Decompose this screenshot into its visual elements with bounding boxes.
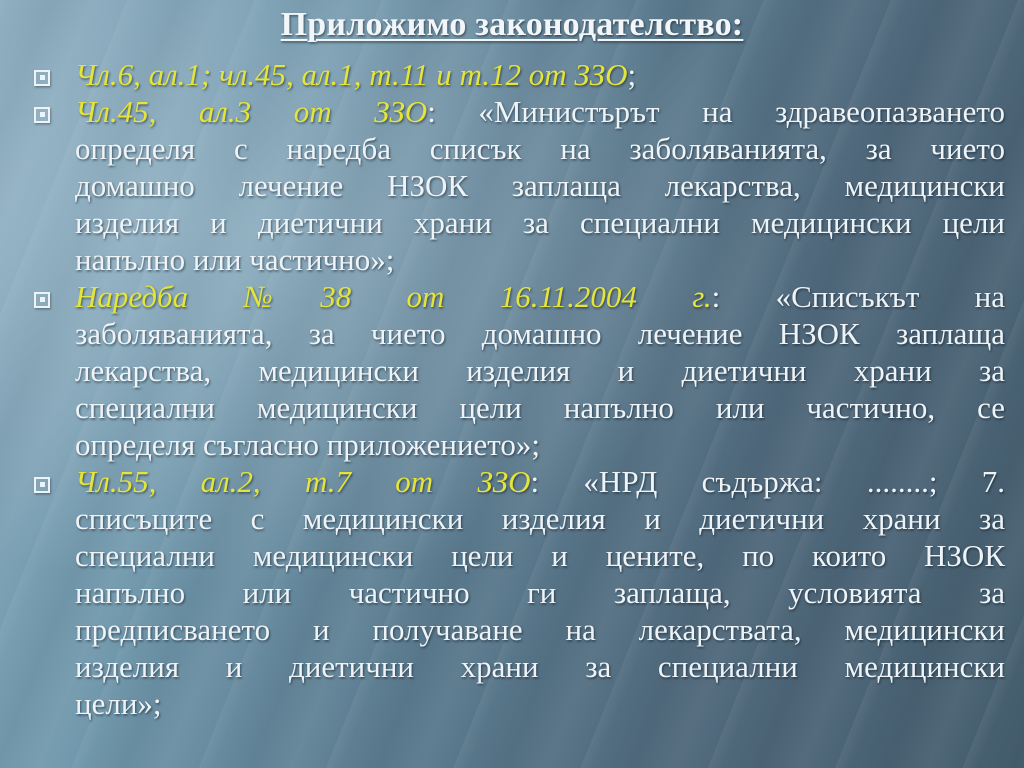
square-bullet-icon	[34, 292, 50, 308]
text-line	[75, 463, 1005, 500]
body-text: специални медицински цели и цените, по които НЗОК	[75, 538, 1005, 573]
text-line	[75, 56, 1005, 93]
text-line	[75, 426, 1005, 463]
body-text: напълно или частично»;	[75, 242, 395, 277]
square-bullet-icon	[34, 477, 50, 493]
bullet-text	[75, 278, 1005, 463]
text-line	[75, 241, 1005, 278]
bullet-marker-column	[34, 278, 75, 463]
body-text: определя с наредба списък на заболяванията, за чието	[75, 131, 1005, 166]
bullet-marker-column	[34, 93, 75, 278]
text-line	[75, 611, 1005, 648]
bullet-list	[0, 56, 1024, 722]
body-text: списъците с медицински изделия и диетични храни за	[75, 501, 1005, 536]
body-text: : «НРД съдържа: ........; 7.	[530, 464, 1005, 499]
body-text: напълно или частично ги заплаща, условията за	[75, 575, 1005, 610]
body-text: специални медицински цели напълно или частично, се	[75, 390, 1005, 425]
square-bullet-inner-dot	[40, 112, 45, 117]
text-line	[75, 500, 1005, 537]
text-line	[75, 537, 1005, 574]
bullet-text	[75, 56, 1005, 93]
body-text: изделия и диетични храни за специални медицински	[75, 649, 1005, 684]
text-line	[75, 685, 1005, 722]
square-bullet-inner-dot	[40, 482, 45, 487]
body-text: лекарства, медицински изделия и диетични храни за	[75, 353, 1005, 388]
citation-reference-text: Чл.45, ал.3 от ЗЗО	[75, 94, 428, 129]
text-line	[75, 93, 1005, 130]
text-line	[75, 389, 1005, 426]
body-text: домашно лечение НЗОК заплаща лекарства, медицински	[75, 168, 1005, 203]
body-text: : «Списъкът на	[711, 279, 1006, 314]
bullet-item	[0, 278, 1024, 463]
square-bullet-icon	[34, 107, 50, 123]
bullet-item	[0, 463, 1024, 722]
text-line	[75, 167, 1005, 204]
square-bullet-inner-dot	[40, 297, 45, 302]
citation-reference-text: Наредба №38 от 16.11.2004 г.	[75, 279, 712, 314]
body-text: цели»;	[75, 686, 162, 721]
text-line	[75, 315, 1005, 352]
square-bullet-inner-dot	[40, 75, 45, 80]
slide-title: Приложимо законодателство:	[280, 6, 744, 43]
square-bullet-icon	[34, 70, 50, 86]
citation-reference-text: Чл.6, ал.1; чл.45, ал.1, т.11 и т.12 от ЗЗО	[75, 57, 628, 92]
text-line	[75, 574, 1005, 611]
bullet-marker-column	[34, 463, 75, 722]
body-text: определя съгласно приложението»;	[75, 427, 541, 462]
text-line	[75, 204, 1005, 241]
body-text: изделия и диетични храни за специални медицински цели	[75, 205, 1005, 240]
body-text: ;	[627, 57, 637, 92]
body-text: : «Министърът на здравеопазването	[427, 94, 1005, 129]
text-line	[75, 130, 1005, 167]
bullet-text	[75, 463, 1005, 722]
body-text: заболяванията, за чието домашно лечение НЗОК заплаща	[75, 316, 1005, 351]
bullet-item	[0, 56, 1024, 93]
bullet-marker-column	[34, 56, 75, 93]
bullet-item	[0, 93, 1024, 278]
body-text: предписването и получаване на лекарствата, медицински	[75, 612, 1005, 647]
citation-reference-text: Чл.55, ал.2, т.7 от ЗЗО	[75, 464, 531, 499]
text-line	[75, 278, 1005, 315]
text-line	[75, 648, 1005, 685]
bullet-text	[75, 93, 1005, 278]
text-line	[75, 352, 1005, 389]
